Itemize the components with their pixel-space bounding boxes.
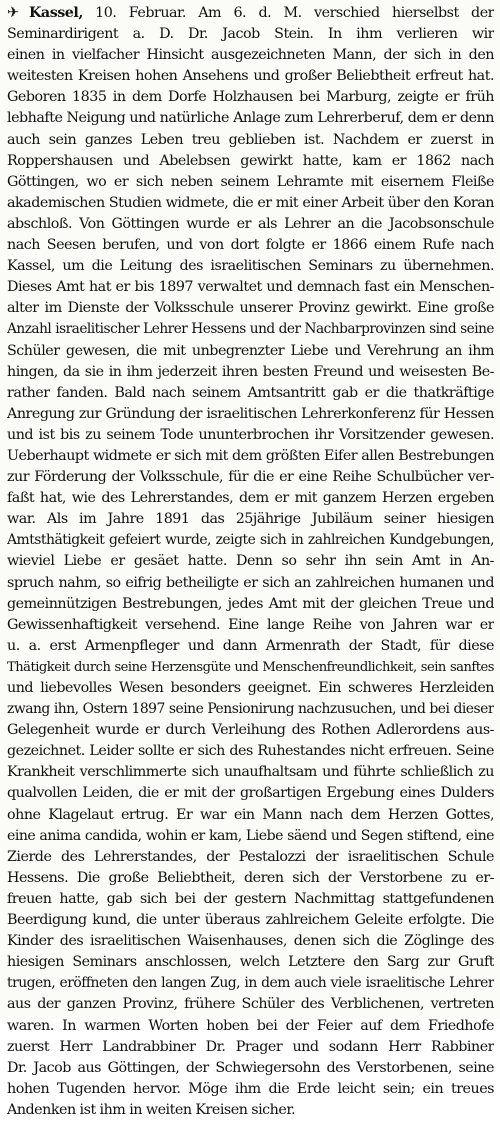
article-line: Beerdigung kund, die unter überaus zahlreichem Geleite erfolgte. Die xyxy=(7,912,494,929)
article-body xyxy=(7,24,494,1121)
article-line: eine anima candida, wohin er kam, Liebe säend und Segen stiftend, eine xyxy=(7,827,494,844)
airplane-icon: ✈ xyxy=(7,5,27,21)
article-line: akademischen Studien widmete, die er mit einer Arbeit über den Koran xyxy=(7,194,494,211)
article-line: hingen, da sie in ihm jederzeit ihren besten Freund und weisesten Be- xyxy=(7,363,494,380)
article-line: zuerst Herr Landrabbiner Dr. Prager und sodann Herr Rabbiner xyxy=(7,1038,494,1055)
article-line: Kinder des israelitischen Waisenhauses, denen sich die Zöglinge des xyxy=(7,933,494,950)
article-line: Schüler gewesen, die mit unbegrenzter Liebe und Verehrung an ihm xyxy=(7,342,494,359)
article-line: Gelegenheit wurde er durch Verleihung des Rothen Adlerordens aus- xyxy=(7,722,494,739)
article-line: Ueberhaupt widmete er sich mit dem größten Eifer allen Bestrebungen xyxy=(7,447,494,464)
article-line: Seminardirigent a. D. Dr. Jacob Stein. In ihm verlieren wir xyxy=(7,26,494,43)
article-line: spruch nahm, so eifrig betheiligte er sich an zahlreichen humanen und xyxy=(7,574,494,591)
article-line: Roppershausen und Abelebsen gewirkt hatte, kam er 1862 nach xyxy=(7,152,494,169)
dateline xyxy=(7,3,494,24)
article-line: Dr. Jacob aus Göttingen, der Schwiegersohn des Verstorbenen, seine xyxy=(7,1059,494,1076)
article-line: u. a. erst Armenpfleger und dann Armenrath der Stadt, für diese xyxy=(7,637,494,654)
dateline-place: Kassel, xyxy=(29,5,83,21)
article-line: gezeichnet. Leider sollte er sich des Ruhestandes nicht erfreuen. Seine xyxy=(7,743,494,760)
article-line: weitesten Kreisen hohen Ansehens und großer Beliebtheit erfreut hat. xyxy=(7,68,494,85)
article-line: Amtsthätigkeit gefeiert wurde, zeigte sich in zahlreichen Kundgebungen, xyxy=(7,532,494,549)
article-line: auch sein ganzes Leben treu geblieben ist. Nachdem er zuerst in xyxy=(7,131,494,148)
obituary-article xyxy=(7,3,494,1121)
article-line: zur Förderung der Volksschule, für die er eine Reihe Schulbücher ver- xyxy=(7,469,494,486)
article-line: wieviel Liebe er gesäet hatte. Denn so sehr ihn sein Amt in An- xyxy=(7,553,494,570)
article-line: Krankheit verschlimmerte sich unaufhaltsam und führte schließlich zu xyxy=(7,764,494,781)
article-line: Anregung zur Gründung der israelitischen Lehrerkonferenz für Hessen xyxy=(7,405,494,422)
article-line: gemeinnützigen Bestrebungen, jedes Amt mit der gleichen Treue und xyxy=(7,595,494,612)
article-line: abschloß. Von Göttingen wurde er als Lehrer an die Jacobsonschule xyxy=(7,215,494,232)
article-line: und ist bis zu seinem Tode ununterbrochen ihr Vorsitzender gewesen. xyxy=(7,426,494,443)
article-line: aus der ganzen Provinz, frühere Schüler des Verblichenen, vertreten xyxy=(7,996,494,1013)
article-line: Andenken ist ihm in weiten Kreisen sicher. xyxy=(7,1101,296,1118)
article-line: waren. In warmen Worten hoben bei der Feier auf dem Friedhofe xyxy=(7,1017,494,1034)
article-line: war. Als im Jahre 1891 das 25jährige Jubiläum seiner hiesigen xyxy=(7,511,494,528)
article-line: trugen, eröffneten den langen Zug, in dem auch viele israelitische Lehrer xyxy=(7,975,494,992)
article-line: und liebevolles Wesen besonders geeignet. Ein schweres Herzleiden xyxy=(7,680,494,696)
article-line: hohen Tugenden hervor. Möge ihm die Erde leicht sein; ein treues xyxy=(7,1080,494,1097)
article-line: Kassel, um die Leitung des israelitischen Seminars zu übernehmen. xyxy=(7,258,494,275)
article-line: Anzahl israelitischer Lehrer Hessens und der Nachbarprovinzen sind seine xyxy=(7,321,494,338)
article-line: lebhafte Neigung und natürliche Anlage zum Lehrerberuf, dem er denn xyxy=(7,110,494,127)
article-line: hiesigen Seminars anschlossen, welch Letztere den Sarg zur Gruft xyxy=(7,954,494,971)
article-line: Zierde des Lehrerstandes, der Pestalozzi der israelitischen Schule xyxy=(7,848,494,865)
article-line: Geboren 1835 in dem Dorfe Holzhausen bei Marburg, zeigte er früh xyxy=(7,89,494,106)
article-line: alter im Dienste der Volksschule unserer Provinz gewirkt. Eine große xyxy=(7,300,494,317)
article-line: Hessens. Die große Beliebtheit, deren sich der Verstorbene zu er- xyxy=(7,869,494,886)
article-line: Dieses Amt hat er bis 1897 verwaltet und demnach fast ein Menschen- xyxy=(7,279,494,296)
article-line: einen in vielfacher Hinsicht ausgezeichneten Mann, der sich in den xyxy=(7,47,494,64)
article-line: faßt hat, wie des Lehrerstandes, dem er mit ganzem Herzen ergeben xyxy=(7,490,494,507)
article-line: freuen hatte, gab sich bei der gestern Nachmittag stattgefundenen xyxy=(7,890,494,907)
article-line: nach Seesen berufen, und von dort folgte er 1866 einem Rufe nach xyxy=(7,237,494,254)
article-line: rather fanden. Bald nach seinem Amtsantritt gab er die thatkräftige xyxy=(7,384,494,401)
article-line: zwang ihn, Ostern 1897 seine Pensionirung nachzusuchen, und bei dieser xyxy=(7,701,494,718)
dateline-text: 10. Februar. Am 6. d. M. verschied hierselbst der xyxy=(82,5,494,21)
article-line: qualvollen Leiden, die er mit der großartigen Ergebung eines Dulders xyxy=(7,785,494,802)
article-line: ohne Klagelaut ertrug. Er war ein Mann nach dem Herzen Gottes, xyxy=(7,806,494,823)
article-line: Gewissenhaftigkeit versehend. Eine lange Reihe von Jahren war er xyxy=(7,616,494,633)
article-line: Thätigkeit durch seine Herzensgüte und Menschenfreundlichkeit, sein sanftes xyxy=(7,659,494,675)
article-line: Göttingen, wo er sich neben seinem Lehramte mit eisernem Fleiße xyxy=(7,173,494,190)
